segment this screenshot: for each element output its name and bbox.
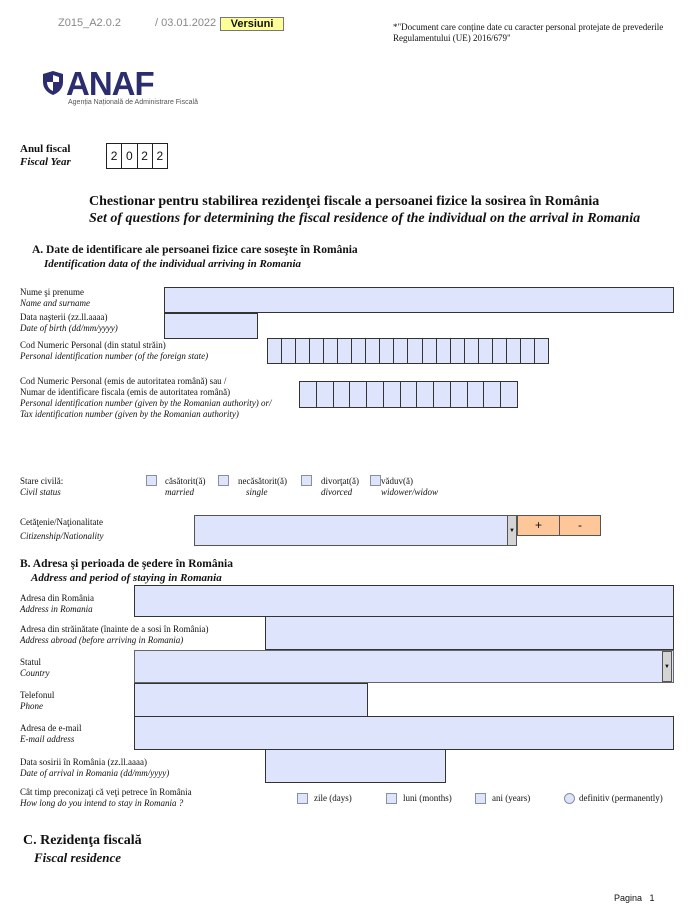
name-input[interactable] (164, 287, 674, 313)
remove-citizenship-button[interactable]: - (559, 515, 601, 536)
birth-date-input[interactable] (164, 313, 258, 339)
country-label: Statul Country (20, 657, 50, 678)
section-b-title: B. Adresa şi perioada de şedere în România (20, 558, 233, 570)
form-code: Z015_A2.0.2 (58, 17, 121, 29)
civil-status-label: Stare civilă: Civil status (20, 476, 64, 497)
stay-months-checkbox[interactable] (386, 793, 397, 804)
civil-status-single-label: necăsătorit(ă) single (238, 476, 287, 497)
gdpr-notice-line1: *"Document care conține date cu caracter personal protejate de prevederile (393, 22, 664, 32)
romanian-cnp-input[interactable] (299, 381, 518, 408)
gdpr-notice (393, 22, 663, 44)
form-date: / 03.01.2022 (155, 17, 217, 29)
phone-input[interactable] (134, 683, 368, 717)
logo-text: ANAF (66, 65, 154, 102)
citizenship-select[interactable] (194, 515, 517, 546)
stay-permanent-label: definitiv (permanently) (579, 793, 663, 803)
page-number: Pagina 1 (614, 893, 655, 903)
citizenship-dropdown-button[interactable] (507, 515, 517, 546)
name-label: Nume şi prenume Name and surname (20, 287, 90, 308)
section-c-subtitle: Fiscal residence (34, 850, 122, 865)
section-a-title: A. Date de identificare ale persoanei fizice care soseşte în România (32, 244, 358, 256)
page-title-ro: Chestionar pentru stabilirea rezidenţei fiscale a persoanei fizice la sosirea în România (89, 194, 600, 209)
page-title (89, 193, 640, 227)
section-a-subtitle: Identification data of the individual arriving in Romania (44, 258, 302, 270)
country-select[interactable] (134, 650, 674, 683)
chevron-down-icon: ▼ (664, 663, 670, 670)
page-title-en: Set of questions for determining the fiscal residence of the individual on the arrival in Romania (89, 211, 641, 226)
romanian-cnp-label: Cod Numeric Personal (emis de autoritatea română) sau / Numar de identificare fiscala (emis de autoritatea română) Personal identification number (given by the Romanian authority) or/ Tax identification number (given by the Romanian authority) (20, 376, 272, 419)
civil-status-divorced-label: divorţat(ă) divorced (321, 476, 359, 497)
email-input[interactable] (134, 716, 674, 750)
logo-subtitle: Agenția Națională de Administrare Fiscală (68, 99, 198, 106)
country-dropdown-button[interactable] (662, 651, 672, 682)
foreign-cnp-input[interactable] (267, 338, 549, 364)
civil-status-single-checkbox[interactable] (218, 475, 229, 486)
email-label: Adresa de e-mail E-mail address (20, 723, 82, 744)
civil-status-widowed-checkbox[interactable] (370, 475, 381, 486)
fiscal-year-digit: 0 (121, 144, 136, 168)
fiscal-year-digit: 2 (152, 144, 167, 168)
phone-label: Telefonul Phone (20, 690, 55, 711)
address-abroad-input[interactable] (265, 616, 674, 650)
stay-duration-label: Cât timp preconizaţi că veţi petrece în România How long do you intend to stay in Romania ? (20, 787, 192, 808)
stay-years-label: ani (years) (492, 793, 531, 803)
fiscal-year-label (20, 143, 71, 169)
fiscal-year-digit: 2 (137, 144, 152, 168)
fiscal-year-label-ro: Anul fiscal (20, 143, 71, 155)
stay-years-checkbox[interactable] (475, 793, 486, 804)
foreign-cnp-label: Cod Numeric Personal (din statul străin) Personal identification number (of the foreign state) (20, 340, 209, 361)
add-citizenship-button[interactable]: + (517, 515, 560, 536)
chevron-down-icon: ▼ (509, 527, 515, 534)
fiscal-year-digit: 2 (110, 149, 118, 163)
civil-status-married-checkbox[interactable] (146, 475, 157, 486)
arrival-date-input[interactable] (265, 749, 446, 783)
citizenship-label: Cetăţenie/Naţionalitate Citizenship/Nationality (20, 517, 104, 541)
address-abroad-label: Adresa din străinătate (înainte de a sosi în România) Address abroad (before arriving in Romania) (20, 624, 209, 645)
address-romania-label: Adresa din România Address in Romania (20, 593, 94, 614)
birth-date-label: Data naşterii (zz.ll.aaaa) Date of birth (dd/mm/yyyy) (20, 312, 118, 333)
stay-permanent-radio[interactable] (564, 793, 575, 804)
versions-button[interactable]: Versiuni (220, 17, 284, 31)
section-b-subtitle: Address and period of staying in Romania (31, 572, 222, 584)
shield-icon (42, 70, 64, 96)
stay-days-label: zile (days) (314, 793, 352, 803)
stay-days-checkbox[interactable] (297, 793, 308, 804)
fiscal-year-input[interactable] (106, 143, 168, 169)
civil-status-widowed-label: văduv(ă) widower/widow (381, 476, 439, 497)
arrival-date-label: Data sosirii în România (zz.ll.aaaa) Date of arrival in Romania (dd/mm/yyyy) (20, 757, 170, 778)
section-c-title: C. Rezidenţa fiscală (23, 833, 142, 848)
address-romania-input[interactable] (134, 585, 674, 617)
fiscal-year-label-en: Fiscal Year (20, 156, 71, 168)
civil-status-divorced-checkbox[interactable] (301, 475, 312, 486)
gdpr-notice-line2: Regulamentului (UE) 2016/679" (393, 33, 511, 43)
civil-status-married-label: căsătorit(ă) married (165, 476, 206, 497)
stay-months-label: luni (months) (403, 793, 452, 803)
